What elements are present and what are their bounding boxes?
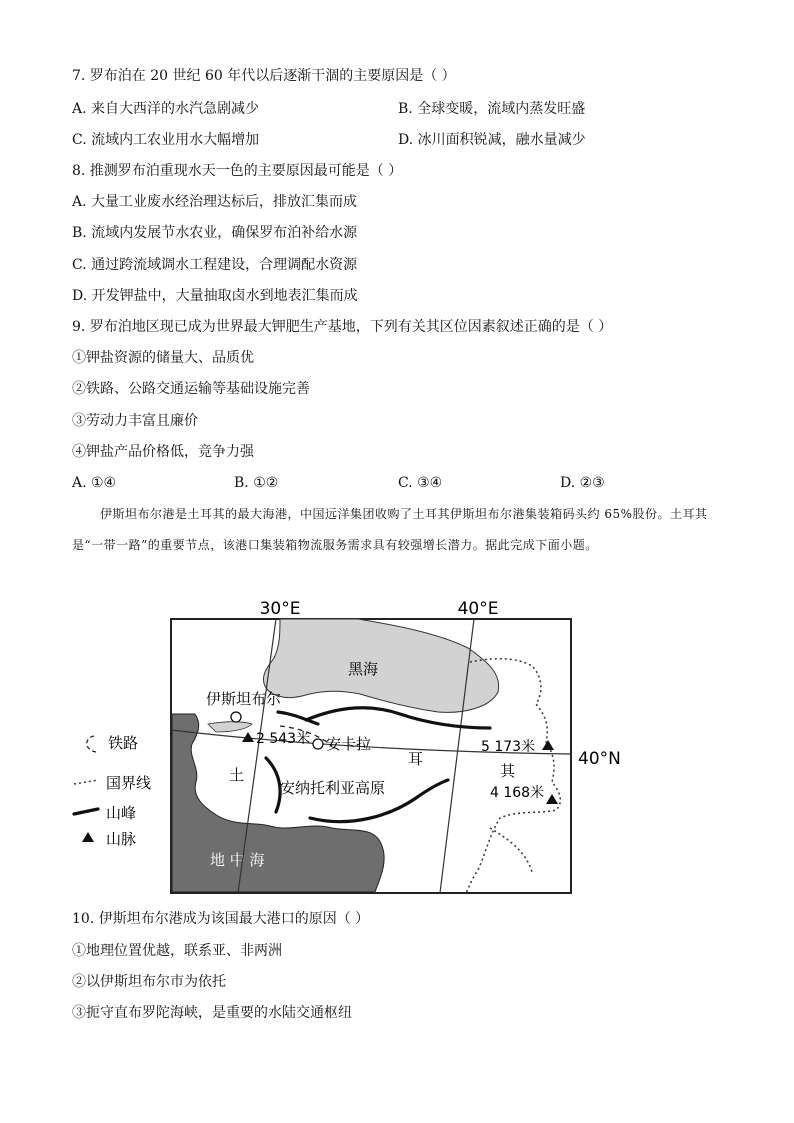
q10-item-1: ①地理位置优越，联系亚、非两洲 bbox=[72, 943, 282, 959]
legend-ridge-label: 山峰 bbox=[106, 804, 137, 822]
q9-option-c: C. ③④ bbox=[398, 475, 443, 491]
legend-range-symbol bbox=[82, 832, 94, 842]
legend-range-label: 山脉 bbox=[106, 830, 137, 848]
q8-option-a: A. 大量工业废水经治理达标后，排放汇集而成 bbox=[72, 194, 358, 210]
q9-option-b: B. ①② bbox=[234, 475, 279, 491]
legend-ridge-symbol bbox=[74, 809, 98, 814]
q10-stem: 10. 伊斯坦布尔港成为该国最大港口的原因（ ） bbox=[72, 911, 370, 927]
q7-option-d: D. 冰川面积锐减，融水量减少 bbox=[398, 132, 586, 148]
lat-40n-label: 40°N bbox=[578, 749, 621, 769]
q10-item-3: ③扼守直布罗陀海峡，是重要的水陆交通枢纽 bbox=[72, 1005, 352, 1021]
q7-option-a: A. 来自大西洋的水汽急剧减少 bbox=[72, 101, 260, 117]
q9-item-2: ②铁路、公路交通运输等基础设施完善 bbox=[72, 381, 310, 397]
q9-option-a: A. ①④ bbox=[72, 475, 117, 491]
ankara-label: 安卡拉 bbox=[326, 735, 372, 753]
country-char-tu: 土 bbox=[229, 766, 245, 784]
q9-item-4: ④钾盐产品价格低，竞争力强 bbox=[72, 444, 254, 460]
reading-passage: 伊斯坦布尔港是土耳其的最大海港，中国远洋集团收购了土耳其伊斯坦布尔港集装箱码头约 65%股份。土耳其是“一带一路”的重要节点，该港口集装箱物流服务需求具有较强增长潜力。据此完成下面小题。 bbox=[72, 507, 708, 552]
lon-30e-label: 30°E bbox=[259, 599, 301, 619]
turkey-map bbox=[70, 596, 630, 898]
istanbul-label: 伊斯坦布尔 bbox=[206, 690, 282, 708]
mediterranean-label: 地 中 海 bbox=[210, 851, 265, 869]
peak-4168-label: 4 168米 bbox=[490, 785, 545, 801]
legend-railway-label: 铁路 bbox=[108, 734, 139, 752]
peak-2543-label: 2 543米 bbox=[256, 731, 311, 747]
q7-stem: 7. 罗布泊在 20 世纪 60 年代以后逐渐干涸的主要原因是（ ） bbox=[72, 68, 456, 84]
ankara-marker bbox=[313, 739, 323, 749]
q10-item-2: ②以伊斯坦布尔市为依托 bbox=[72, 974, 226, 990]
legend-border-label: 国界线 bbox=[106, 774, 152, 792]
q8-option-c: C. 通过跨流域调水工程建设，合理调配水资源 bbox=[72, 257, 358, 273]
legend-railway-symbol bbox=[87, 736, 96, 752]
country-char-er: 耳 bbox=[408, 750, 424, 768]
q8-stem: 8. 推测罗布泊重现水天一色的主要原因最可能是（ ） bbox=[72, 163, 403, 179]
istanbul-marker bbox=[231, 712, 241, 722]
q9-option-d: D. ②③ bbox=[560, 475, 605, 491]
q9-item-3: ③劳动力丰富且廉价 bbox=[72, 413, 198, 429]
black-sea-label: 黑海 bbox=[348, 660, 379, 678]
q7-option-c: C. 流域内工农业用水大幅增加 bbox=[72, 132, 260, 148]
q9-stem: 9. 罗布泊地区现已成为世界最大钾肥生产基地，下列有关其区位因素叙述正确的是（ ） bbox=[72, 319, 613, 335]
country-char-qi: 其 bbox=[500, 762, 516, 780]
legend-border-symbol bbox=[74, 780, 98, 784]
peak-5173-label: 5 173米 bbox=[481, 739, 536, 755]
q9-item-1: ①钾盐资源的储量大、品质优 bbox=[72, 350, 254, 366]
q7-option-b: B. 全球变暖，流域内蒸发旺盛 bbox=[398, 101, 586, 117]
lon-40e-label: 40°E bbox=[457, 599, 499, 619]
q8-option-d: D. 开发钾盐中，大量抽取卤水到地表汇集而成 bbox=[72, 288, 358, 304]
q8-option-b: B. 流域内发展节水农业，确保罗布泊补给水源 bbox=[72, 225, 358, 241]
plateau-label: 安纳托利亚高原 bbox=[280, 779, 386, 797]
